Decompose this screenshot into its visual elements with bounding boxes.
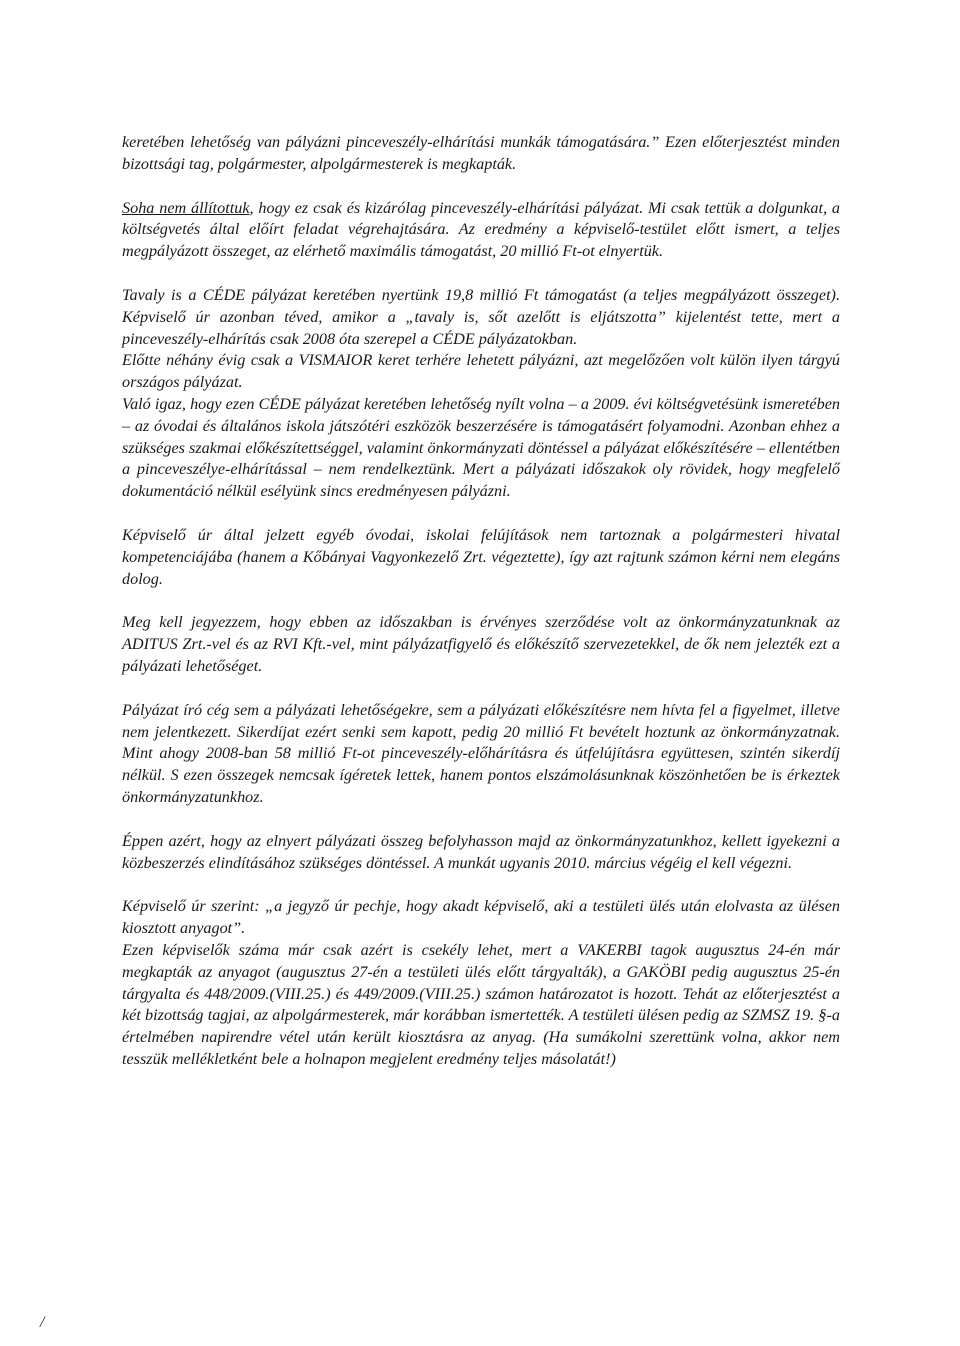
underlined-phrase: Soha nem állítottuk bbox=[122, 198, 250, 217]
paragraph-p3 bbox=[122, 285, 840, 350]
text-run: Való igaz, hogy ezen CÉDE pályázat keretében lehetőség nyílt volna – a 2009. évi költségvetésünk ismeretében – az óvodai és általános iskola játszótéri eszközök beszerzésére is támogatásért folyamodni. Azonban ehhez a szükséges szakmai előkészítettséggel, valamint önkormányzati döntéssel a pályázat előkészítésére – ellentétben a pinceveszélye-elhárítással – nem rendelkeztünk. Mert a pályázati időszakok oly rövidek, hogy megfelelő dokumentáció nélkül esélyünk sincs eredményesen pályázni. bbox=[122, 394, 840, 501]
text-run: Tavaly is a CÉDE pályázat keretében nyertünk 19,8 millió Ft támogatást (a teljes megpályázott összeget). Képviselő úr azonban téved, amikor a „tavaly is, sőt azelőtt is eljátszotta” kijelentést tette, mert a pinceveszély-elhárítás csak 2008 óta szerepel a CÉDE pályázatokban. bbox=[122, 285, 840, 348]
text-run: keretében lehetőség van pályázni pinceveszély-elhárítási munkák támogatására.” Ezen előterjesztést minden bizottsági tag, polgármester, alpolgármesterek is megkapták. bbox=[122, 133, 840, 173]
paragraph-p6 bbox=[122, 700, 840, 809]
paragraph-p7 bbox=[122, 831, 840, 875]
paragraph-p4 bbox=[122, 525, 840, 590]
text-run: Éppen azért, hogy az elnyert pályázati összeg befolyhasson majd az önkormányzatunkhoz, kellett igyekezni a közbeszerzés elindításához szükséges döntéssel. A munkát ugyanis 2010. március végéig el kell végezni. bbox=[122, 831, 840, 872]
paragraph-p8b bbox=[122, 940, 840, 1071]
document-body bbox=[122, 132, 840, 1071]
text-run: Előtte néhány évig csak a VISMAIOR keret terhére lehetett pályázni, azt megelőzően volt külön ilyen tárgyú országos pályázat. bbox=[122, 351, 840, 392]
paragraph-p5 bbox=[122, 612, 840, 677]
text-run: Meg kell jegyezzem, hogy ebben az időszakban is érvényes szerződése volt az önkormányzatunknak az ADITUS Zrt.-vel és az RVI Kft.-vel, mint pályázatfigyelő és előkészítő szervezetekkel, de ők nem jelezték ezt a pályázati lehetőséget. bbox=[122, 613, 840, 675]
paragraph-p1 bbox=[122, 132, 840, 176]
page-margin-mark: / bbox=[40, 1314, 45, 1331]
text-run: Ezen képviselők száma már csak azért is csekély lehet, mert a VAKERBI tagok augusztus 24-én már megkapták az anyagot (augusztus 27-én a testületi ülés előtt tárgyalták), a GAKÖBI pedig augusztus 25-én tárgyalta és 448/2009.(VIII.25.) és 449/2009.(VIII.25.) számon határozatot is hozott. Tehát az előterjesztést a két bizottság tagjai, az alpolgármesterek, már korábban ismertették. A testületi ülésen pedig az SZMSZ 19. §-a értelmében napirendre vétel után került kiosztásra az anyag. (Ha sumákolni szerettünk volna, akkor nem tesszük mellékletként bele a holnapon megjelent eredmény teljes másolatát!) bbox=[122, 940, 840, 1068]
text-run: Pályázat író cég sem a pályázati lehetőségekre, sem a pályázati előkészítésre nem hívta fel a figyelmet, illetve nem jelentkezett. Sikerdíjat ezért senki sem kapott, pedig 20 millió Ft bevételt hoztunk az önkormányzatnak. Mint ahogy 2008-ban 58 millió Ft-ot pinceveszély-előhárításra és útfelújításra együttesen, szintén sikerdíj nélkül. S ezen összegek nemcsak ígéretek lettek, hanem pontos elszámolásunknak köszönhetően be is érkeztek önkormányzatunkhoz. bbox=[122, 700, 840, 806]
text-run: Képviselő úr szerint: „a jegyző úr pechje, hogy akadt képviselő, aki a testületi ülés után elolvasta az ülésen kiosztott anyagot”. bbox=[122, 897, 840, 938]
text-run: , hogy ez csak és kizárólag pinceveszély-elhárítási pályázat. Mi csak tettük a dolgunkat, a költségvetés által előírt feladat végrehajtására. Az eredmény a képviselő-testület előtt ismert, a teljes megpályázott összeget, az elérhető maximális támogatást, 20 millió Ft-ot elnyertük. bbox=[122, 198, 840, 261]
paragraph-p3c bbox=[122, 394, 840, 503]
paragraph-p8 bbox=[122, 896, 840, 940]
text-run: Képviselő úr által jelzett egyéb óvodai, iskolai felújítások nem tartoznak a polgármesteri hivatal kompetenciájába (hanem a Kőbányai Vagyonkezelő Zrt. végeztette), így azt rajtunk számon kérni nem elegáns dolog. bbox=[122, 525, 840, 588]
paragraph-p2 bbox=[122, 198, 840, 263]
paragraph-p3b bbox=[122, 350, 840, 394]
